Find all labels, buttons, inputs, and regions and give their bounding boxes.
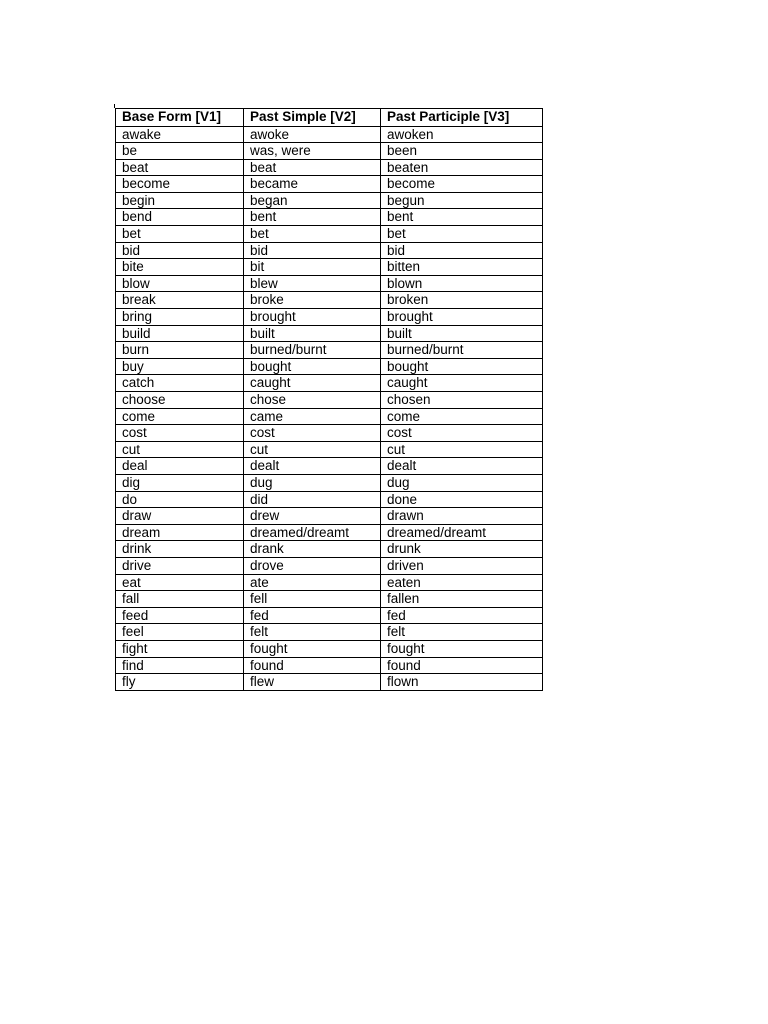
past-simple-cell: was, were: [244, 143, 381, 160]
past-simple-cell: awoke: [244, 126, 381, 143]
past-simple-cell: felt: [244, 624, 381, 641]
past-participle-cell: beaten: [381, 159, 543, 176]
base-form-cell: eat: [116, 574, 244, 591]
table-row: [116, 508, 543, 525]
base-form-cell: dream: [116, 524, 244, 541]
past-participle-cell: fed: [381, 607, 543, 624]
table-row: [116, 259, 543, 276]
past-simple-cell: drank: [244, 541, 381, 558]
past-participle-cell: been: [381, 143, 543, 160]
base-form-cell: be: [116, 143, 244, 160]
base-form-cell: build: [116, 325, 244, 342]
past-simple-cell: fought: [244, 640, 381, 657]
base-form-cell: begin: [116, 192, 244, 209]
base-form-cell: deal: [116, 458, 244, 475]
past-participle-cell: burned/burnt: [381, 342, 543, 359]
past-participle-cell: dreamed/dreamt: [381, 524, 543, 541]
table-row: [116, 309, 543, 326]
base-form-cell: do: [116, 491, 244, 508]
base-form-cell: catch: [116, 375, 244, 392]
past-participle-cell: flown: [381, 674, 543, 691]
past-simple-cell: brought: [244, 309, 381, 326]
past-participle-cell: caught: [381, 375, 543, 392]
base-form-cell: blow: [116, 275, 244, 292]
past-participle-cell: bent: [381, 209, 543, 226]
past-participle-cell: cut: [381, 441, 543, 458]
past-simple-cell: caught: [244, 375, 381, 392]
table-row: [116, 441, 543, 458]
table-row: [116, 159, 543, 176]
table-row: [116, 192, 543, 209]
base-form-cell: drink: [116, 541, 244, 558]
past-participle-cell: felt: [381, 624, 543, 641]
table-row: [116, 425, 543, 442]
table-header-row: [116, 109, 543, 127]
past-participle-cell: driven: [381, 557, 543, 574]
base-form-cell: break: [116, 292, 244, 309]
past-participle-cell: drunk: [381, 541, 543, 558]
base-form-cell: feel: [116, 624, 244, 641]
base-form-cell: dig: [116, 474, 244, 491]
past-simple-cell: did: [244, 491, 381, 508]
base-form-cell: cut: [116, 441, 244, 458]
past-participle-cell: done: [381, 491, 543, 508]
table-row: [116, 126, 543, 143]
base-form-cell: find: [116, 657, 244, 674]
past-participle-cell: bitten: [381, 259, 543, 276]
base-form-cell: fight: [116, 640, 244, 657]
past-simple-cell: burned/burnt: [244, 342, 381, 359]
past-simple-cell: blew: [244, 275, 381, 292]
past-simple-cell: drove: [244, 557, 381, 574]
base-form-cell: come: [116, 408, 244, 425]
past-participle-cell: awoken: [381, 126, 543, 143]
base-form-cell: bite: [116, 259, 244, 276]
past-participle-cell: begun: [381, 192, 543, 209]
table-row: [116, 674, 543, 691]
table-row: [116, 474, 543, 491]
base-form-cell: buy: [116, 358, 244, 375]
past-simple-cell: bet: [244, 226, 381, 243]
irregular-verbs-table: [115, 108, 543, 691]
table-row: [116, 292, 543, 309]
table-row: [116, 591, 543, 608]
past-simple-cell: bought: [244, 358, 381, 375]
past-participle-cell: broken: [381, 292, 543, 309]
past-simple-cell: fell: [244, 591, 381, 608]
base-form-cell: burn: [116, 342, 244, 359]
base-form-cell: bring: [116, 309, 244, 326]
base-form-cell: fall: [116, 591, 244, 608]
table-row: [116, 491, 543, 508]
past-simple-cell: beat: [244, 159, 381, 176]
table-row: [116, 557, 543, 574]
table-row: [116, 541, 543, 558]
table-row: [116, 176, 543, 193]
past-simple-cell: dug: [244, 474, 381, 491]
base-form-cell: cost: [116, 425, 244, 442]
table-row: [116, 342, 543, 359]
past-simple-cell: fed: [244, 607, 381, 624]
table-row: [116, 624, 543, 641]
past-participle-cell: found: [381, 657, 543, 674]
past-simple-cell: bit: [244, 259, 381, 276]
base-form-cell: feed: [116, 607, 244, 624]
past-participle-cell: bet: [381, 226, 543, 243]
past-participle-cell: brought: [381, 309, 543, 326]
table-row: [116, 524, 543, 541]
base-form-cell: awake: [116, 126, 244, 143]
past-simple-cell: drew: [244, 508, 381, 525]
header-past-participle: Past Participle [V3]: [381, 109, 543, 127]
past-simple-cell: dreamed/dreamt: [244, 524, 381, 541]
table-row: [116, 209, 543, 226]
past-simple-cell: came: [244, 408, 381, 425]
past-participle-cell: fallen: [381, 591, 543, 608]
past-simple-cell: cut: [244, 441, 381, 458]
base-form-cell: become: [116, 176, 244, 193]
table-row: [116, 458, 543, 475]
past-simple-cell: chose: [244, 392, 381, 409]
past-simple-cell: found: [244, 657, 381, 674]
base-form-cell: draw: [116, 508, 244, 525]
past-participle-cell: eaten: [381, 574, 543, 591]
base-form-cell: bet: [116, 226, 244, 243]
past-participle-cell: become: [381, 176, 543, 193]
past-simple-cell: broke: [244, 292, 381, 309]
table-row: [116, 408, 543, 425]
table-row: [116, 375, 543, 392]
table-body: [116, 126, 543, 690]
base-form-cell: choose: [116, 392, 244, 409]
table-row: [116, 358, 543, 375]
past-simple-cell: flew: [244, 674, 381, 691]
past-participle-cell: bid: [381, 242, 543, 259]
past-participle-cell: drawn: [381, 508, 543, 525]
past-participle-cell: blown: [381, 275, 543, 292]
base-form-cell: bend: [116, 209, 244, 226]
header-base-form: Base Form [V1]: [116, 109, 244, 127]
base-form-cell: beat: [116, 159, 244, 176]
past-participle-cell: dealt: [381, 458, 543, 475]
past-simple-cell: built: [244, 325, 381, 342]
past-simple-cell: cost: [244, 425, 381, 442]
table-row: [116, 242, 543, 259]
past-participle-cell: cost: [381, 425, 543, 442]
base-form-cell: fly: [116, 674, 244, 691]
base-form-cell: bid: [116, 242, 244, 259]
table-row: [116, 143, 543, 160]
table-row: [116, 657, 543, 674]
past-simple-cell: ate: [244, 574, 381, 591]
past-participle-cell: dug: [381, 474, 543, 491]
table-row: [116, 275, 543, 292]
table-row: [116, 607, 543, 624]
table-row: [116, 574, 543, 591]
base-form-cell: drive: [116, 557, 244, 574]
past-simple-cell: began: [244, 192, 381, 209]
past-simple-cell: became: [244, 176, 381, 193]
past-participle-cell: chosen: [381, 392, 543, 409]
table-row: [116, 640, 543, 657]
header-past-simple: Past Simple [V2]: [244, 109, 381, 127]
past-participle-cell: built: [381, 325, 543, 342]
past-simple-cell: bid: [244, 242, 381, 259]
past-simple-cell: dealt: [244, 458, 381, 475]
table-row: [116, 325, 543, 342]
table-row: [116, 226, 543, 243]
past-participle-cell: bought: [381, 358, 543, 375]
past-simple-cell: bent: [244, 209, 381, 226]
past-participle-cell: come: [381, 408, 543, 425]
past-participle-cell: fought: [381, 640, 543, 657]
table-row: [116, 392, 543, 409]
